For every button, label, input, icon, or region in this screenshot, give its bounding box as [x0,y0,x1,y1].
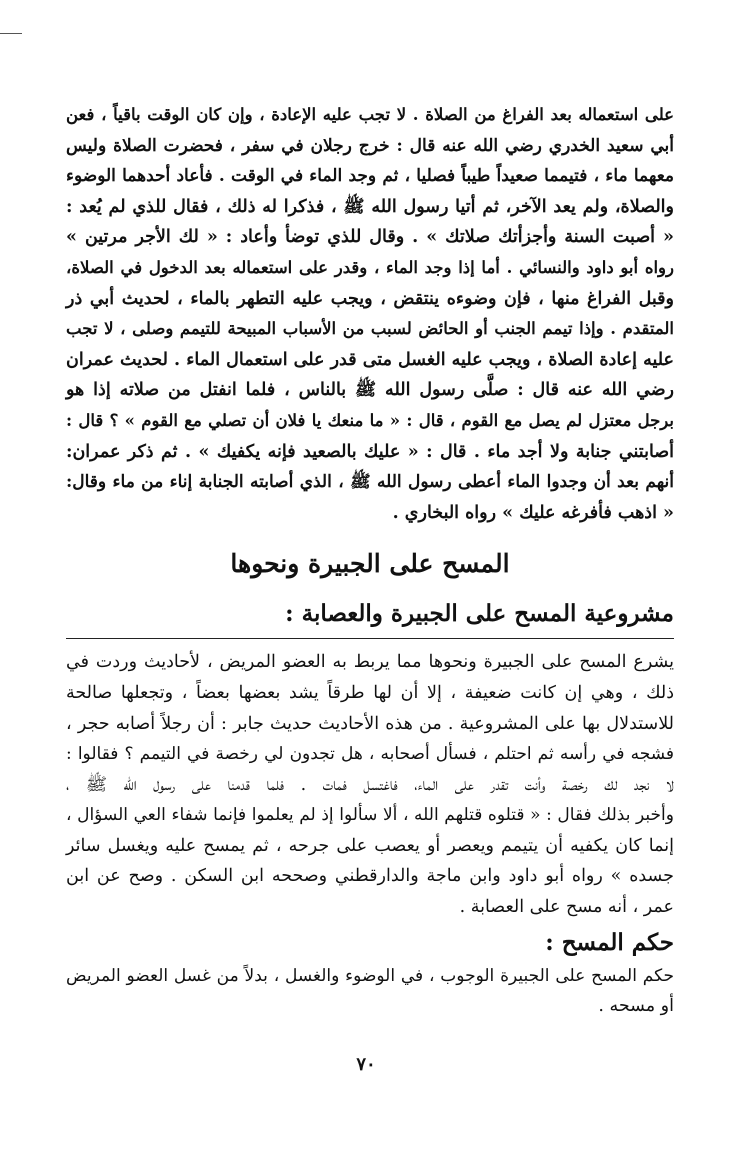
text-line: أبي سعيد الخدري رضي الله عنه قال : خرج رجلان في سفر ، فحضرت الصلاة وليس [66,135,674,156]
text-line: برجل معتزل لم يصل مع القوم ، قال : « ما منعك يا فلان أن تصلي مع القوم » ؟ قال : [66,410,674,430]
text-line: يشرع المسح على الجبيرة ونحوها مما يربط به العضو المريض ، لأحاديث وردت في [66,652,674,673]
text-line: وأخبر بذلك فقال : « قتلوه قتلهم الله ، ألا سألوا إذ لم يعلموا فإنما شفاء العي السؤال ، [66,805,674,826]
book-page [66,100,674,1022]
text-line: فشجه في رأسه ثم احتلم ، فسأل أصحابه ، هل تجدون لي رخصة في التيمم ؟ فقالوا : [66,744,674,765]
text-line: معهما ماء ، فتيمما صعيداً طيباً فصليا ، ثم وجد الماء في الوقت . فأعاد أحدهما الوضوء [66,166,674,187]
divider-line [66,638,674,639]
text-line: حكم المسح على الجبيرة الوجوب ، في الوضوء والغسل ، بدلاً من غسل العضو المريض [66,965,674,986]
text-line: رواه أبو داود والنسائي . أما إذا وجد الماء ، وقدر على استعماله بعد الدخول في الصلاة، [66,257,674,277]
text-line: ذلك ، وهي إن كانت ضعيفة ، إلا أن لها طرقاً يشد بعضها بعضاً ، وتجعلها صالحة [66,682,674,703]
section-title: المسح على الجبيرة ونحوها [230,549,510,579]
text-line: المتقدم . وإذا تيمم الجنب أو الحائض لسبب من الأسباب المبيحة للتيمم وصلى ، لا تجب [66,319,674,339]
text-line: أو مسحه . [598,996,674,1017]
text-line: جسده » رواه أبو داود وابن ماجة والدارقطني وصححه ابن السكن . وصح عن ابن [66,866,674,887]
page-number: ٧٠ [356,1054,376,1075]
text-line: « أصبت السنة وأجزأتك صلاتك » . وقال للذي توضأ وأعاد : « لك الأجر مرتين » [66,227,674,248]
text-line: للاستدلال بها على المشروعية . من هذه الأحاديث حديث جابر : أن رجلاً أصابه حجر ، [66,713,674,734]
text-line: وقبل الفراغ منها ، فإن وضوءه ينتقض ، ويجب عليه التطهر بالماء ، لحديث أبي ذر [66,288,674,309]
text-line: والصلاة، ولم يعد الآخر، ثم أتيا رسول الله ﷺ ، فذكرا له ذلك ، فقال للذي لم يُعد : [66,196,674,217]
paragraph-ruling [66,961,674,1022]
subsection-title-legitimacy: مشروعية المسح على الجبيرة والعصابة : [285,600,674,628]
text-line: لا نجد لك رخصة وأنت تقدر على الماء، فاغتسل فمات . فلما قدمنا على رسول الله ﷺ ، [66,774,674,795]
text-line: أنهم بعد أن وجدوا الماء أعطى رسول الله ﷺ ، الذي أصابته الجنابة إناء من ماء وقال: [66,472,674,493]
text-line: على استعماله بعد الفراغ من الصلاة . لا تجب عليه الإعادة ، وإن كان الوقت باقياً ، فعن [66,105,674,124]
subsection-title-ruling: حكم المسح : [545,928,674,956]
text-line: عليه إعادة الصلاة ، ويجب عليه الغسل متى قدر على استعمال الماء . لحديث عمران [66,349,674,370]
paragraph-tayammum-repeat [66,100,674,528]
text-line: أصابتني جنابة ولا أجد ماء . قال : « عليك بالصعيد فإنه يكفيك » . ثم ذكر عمران: [66,441,674,462]
text-line: إنما كان يكفيه أن يتيمم ويعصر أو يعصب على جرحه ، ثم يمسح عليه ويغسل سائر [66,835,674,856]
paragraph-splint-wiping [66,647,674,922]
text-line: « اذهب فأفرغه عليك » رواه البخاري . [392,502,674,523]
text-line: عمر ، أنه مسح على العصابة . [459,897,674,918]
scan-edge-mark [0,33,22,34]
text-line: رضي الله عنه قال : صلَّى رسول الله ﷺ بالناس ، فلما انفتل من صلاته إذا هو [66,380,674,401]
